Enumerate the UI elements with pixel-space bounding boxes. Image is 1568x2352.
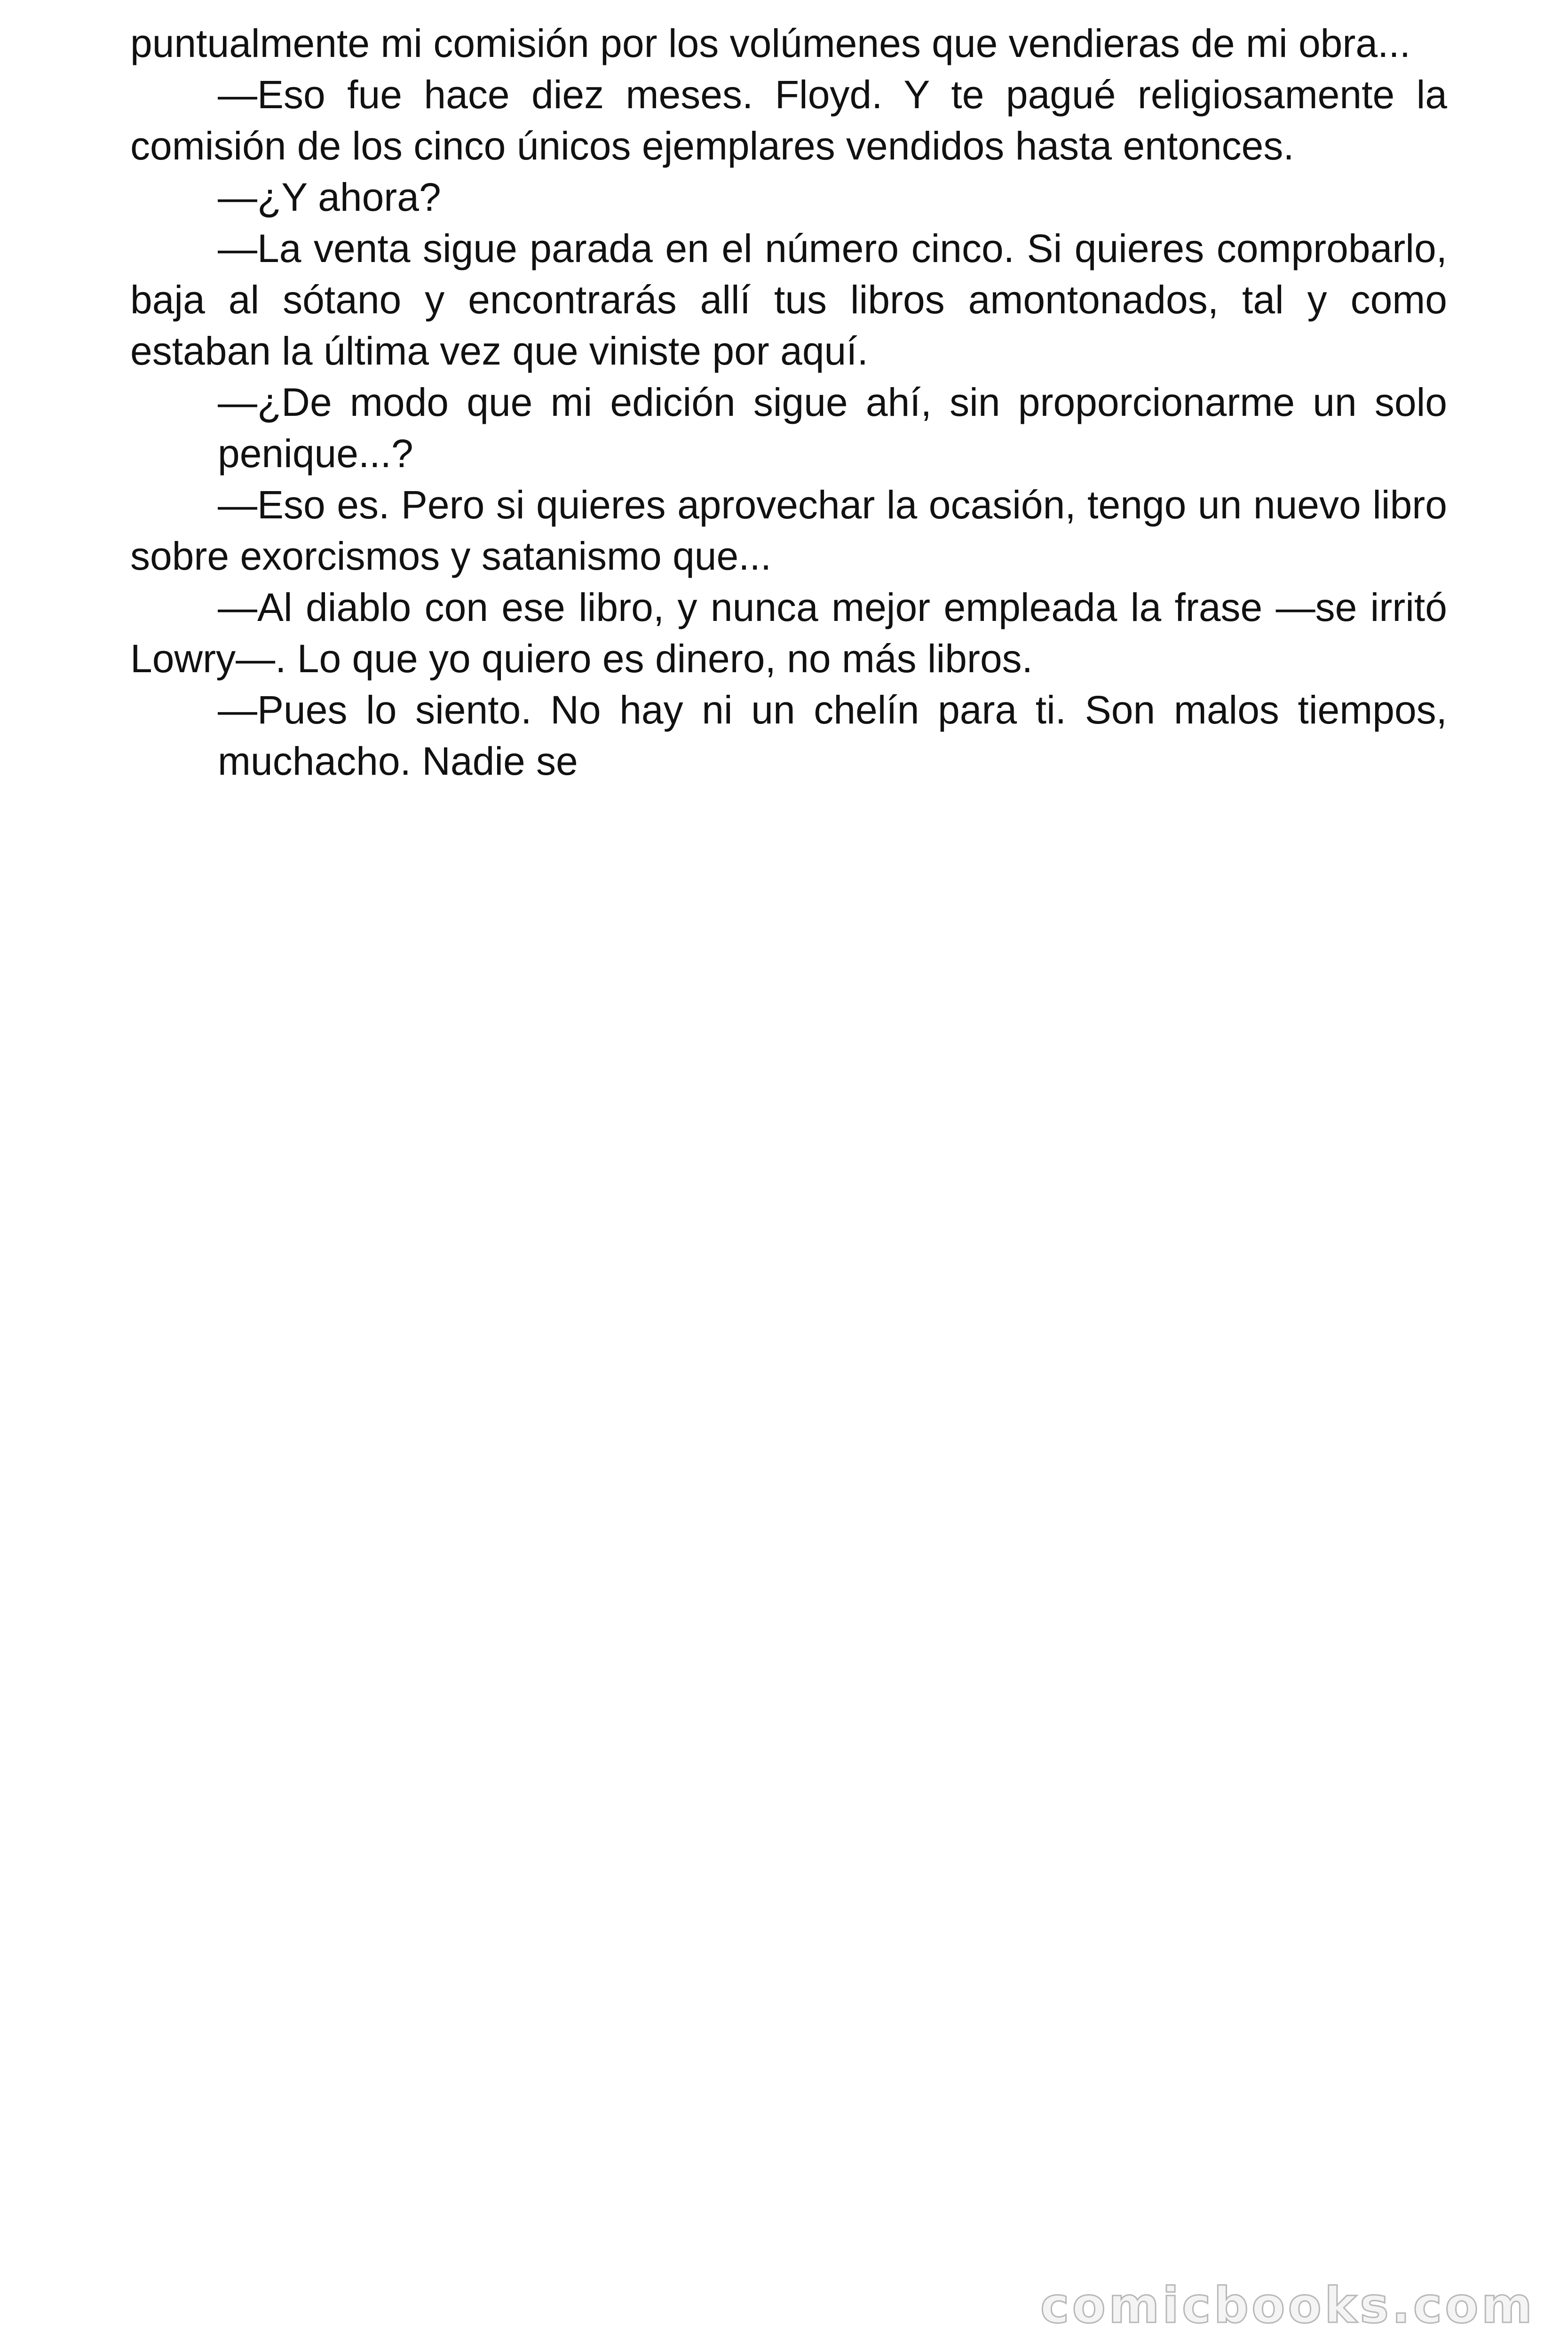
page-body <box>130 18 1447 787</box>
paragraph: —Eso fue hace diez meses. Floyd. Y te pagué religiosamente la comisión de los cinco únicos ejemplares vendidos hasta entonces. <box>130 72 1447 168</box>
paragraph: —¿De modo que mi edición sigue ahí, sin proporcionarme un solo penique...? <box>218 380 1447 476</box>
paragraph: puntualmente mi comisión por los volúmenes que vendieras de mi obra... <box>130 21 1411 65</box>
paragraph: —¿Y ahora? <box>218 175 441 219</box>
watermark-logo: comicbooks.com <box>1040 2277 1535 2334</box>
paragraph: —La venta sigue parada en el número cinco. Si quieres comprobarlo, baja al sótano y encontrarás allí tus libros amontonados, tal y como estaban la última vez que viniste por aquí. <box>130 226 1447 373</box>
paragraph: —Pues lo siento. No hay ni un chelín para ti. Son malos tiempos, muchacho. Nadie se <box>218 688 1447 783</box>
paragraph: —Eso es. Pero si quieres aprovechar la ocasión, tengo un nuevo libro sobre exorcismos y satanismo que... <box>130 483 1447 578</box>
paragraph: —Al diablo con ese libro, y nunca mejor empleada la frase —se irritó Lowry—. Lo que yo quiero es dinero, no más libros. <box>130 585 1447 681</box>
